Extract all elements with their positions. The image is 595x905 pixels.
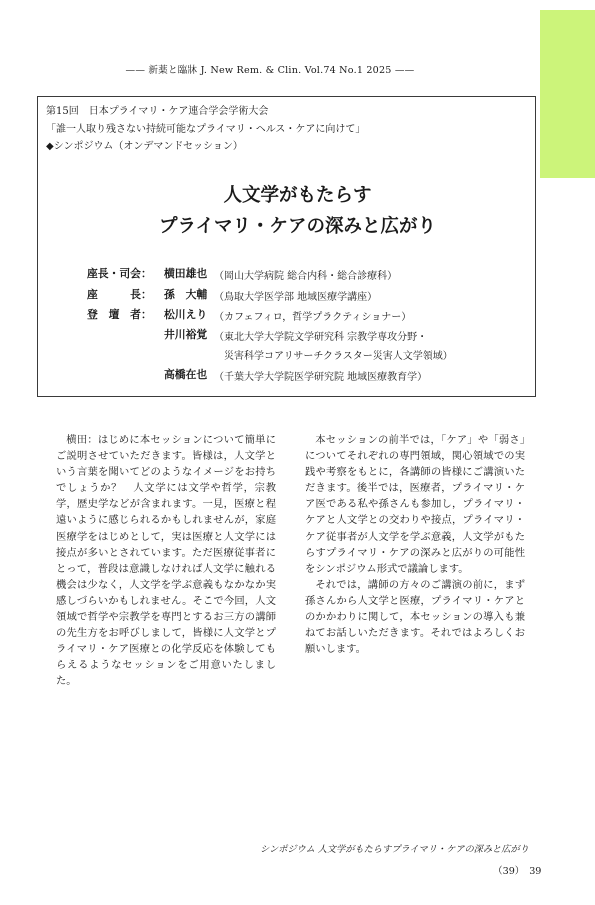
conference-line-2: 「誰一人取り残さない持続可能なプライマリ・ヘルス・ケアに向けて」 — [46, 123, 366, 135]
article-title-line-1: 人文学がもたらす — [223, 185, 372, 206]
conference-info — [46, 103, 365, 156]
color-tab — [540, 10, 595, 178]
participant-name: 孫 大輔 — [164, 288, 208, 301]
body-left-column — [56, 432, 276, 690]
participant-affiliation: （カフェフィロ，哲学プラクティショナー） — [214, 312, 412, 323]
participant-name: 高橋在也 — [164, 368, 208, 381]
body-paragraph: それでは，講師の方々のご講演の前に，まず孫さんから人文学と医療，プライマリ・ケアとのかかわりに関して，本セッションの導入も兼ねてお話しいただきます。それではよろしくお願いします。 — [305, 578, 525, 656]
participant-affiliation: （岡山大学病院 総合内科・総合診療科） — [214, 271, 398, 282]
participant-affiliation: （鳥取大学医学部 地域医療学講座） — [214, 292, 378, 303]
body-paragraph: 横田：はじめに本セッションについて簡単にご説明させていただきます。皆様は，人文学という言葉を聞いてどのようなイメージをお持ちでしょうか？ 人文学には文学や哲学，宗教学，歴史学などが含まれます。一見，医療と程遠いように感じられるかもしれませんが，家庭医療学をはじめとして，実は医療と人文学には接点が多いとされています。ただ医療従事者にとって，普段は意識しなければ人文学に触れる機会は少なく，人文学を学ぶ意義もなかなか実感しづらいかもしれません。そこで今回，人文領域で哲学や宗教学を専門とするお三方の講師の先生方をお呼びしまして，皆様に人文学とプライマリ・ケア医療との化学反応を体験してもらえるようなセッションをご用意いたしました。 — [56, 434, 276, 688]
article-title-line-2: プライマリ・ケアの深みと広がり — [159, 216, 436, 237]
participant-role: 座長・司会： — [87, 267, 152, 280]
body-paragraph: 本セッションの前半では，「ケア」や「弱さ」についてそれぞれの専門領域，関心領域での実践や考察をもとに，各講師の皆様にご講演いただきます。後半では，医療者，プライマリ・ケア医である私や孫さんも参加し，プライマリ・ケアと人文学との交わりや接点，プライマリ・ケア従事者が人文学を学ぶ意義，人文学がもたらすプライマリ・ケアの深みと広がりの可能性をシンポジウム形式で議論します。 — [305, 434, 525, 575]
journal-header: —— 新薬と臨牀 J. New Rem. & Clin. Vol.74 No.1 2025 —— — [125, 65, 415, 76]
participant-name: 松川えり — [164, 308, 208, 321]
participant-affiliation-cont: 災害科学コアリサーチクラスター災害人文学領域） — [224, 351, 453, 362]
participant-affiliation: （東北大学大学院文学研究科 宗教学専攻分野・ — [214, 332, 428, 343]
participant-role: 登 壇 者： — [87, 308, 152, 321]
running-title: シンポジウム 人文学がもたらすプライマリ・ケアの深みと広がり — [260, 844, 529, 855]
body-right-column — [305, 432, 525, 657]
participant-name: 井川裕覚 — [164, 328, 208, 341]
page-number: （39） 39 — [493, 866, 542, 877]
conference-line-3: ◆シンポジウム（オンデマンドセッション） — [46, 141, 243, 152]
participant-name: 横田雄也 — [164, 267, 208, 280]
conference-line-1: 第15回 日本プライマリ・ケア連合学会学術大会 — [46, 106, 269, 117]
participant-role: 座 長： — [87, 288, 152, 301]
participant-affiliation: （千葉大学大学院医学研究院 地域医療教育学） — [214, 372, 428, 383]
